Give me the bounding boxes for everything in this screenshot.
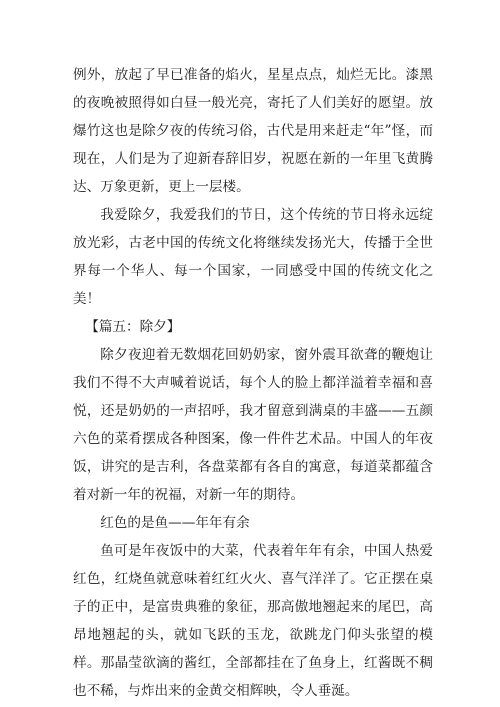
- paragraph-new-years-eve-dinner: 除夕夜迎着无数烟花回奶奶家，窗外震耳欲聋的鞭炮让我们不得不大声喊着说话，每个人的脸上都洋溢着幸福和喜悦，还是奶奶的一声招呼，我才留意到满桌的丰盛——五颜六色的菜肴摆成各种图案，像一件件艺术品。中国人的年夜饭，讲究的是吉利，各盘菜都有各自的寓意，每道菜都蕴含着对新一年的祝福，对新一年的期待。: [73, 347, 433, 503]
- dish-subheading: 红色的是鱼——年年有余: [100, 515, 250, 531]
- document-body: [73, 61, 433, 705]
- section-heading: 【篇五：除夕】: [85, 319, 181, 335]
- paragraph-love-new-years-eve: 我爱除夕，我爱我们的节日，这个传统的节日将永远绽放光彩，古老中国的传统文化将继续发扬光大，传播于全世界每一个华人、每一个国家，一同感受中国的传统文化之美！: [73, 207, 433, 307]
- paragraph-fish-dish: 鱼可是年夜饭中的大菜，代表着年年有余，中国人热爱红色，红烧鱼就意味着红红火火、喜气洋洋了。它正摆在桌子的正中，是富贵典雅的象征，那高傲地翘起来的尾巴，高昂地翘起的头，就如飞跃的玉龙，欲跳龙门仰头张望的模样。那晶莹欲滴的酱红，全部都挂在了鱼身上，红酱既不稠也不稀，与炸出来的金黄交相辉映，令人垂涎。: [73, 543, 433, 699]
- paragraph-continuation: 例外，放起了早已准备的焰火，星星点点，灿烂无比。漆黑的夜晚被照得如白昼一般光亮，寄托了人们美好的愿望。放爆竹这也是除夕夜的传统习俗，古代是用来赶走“年”怪，而现在，人们是为了迎新春辞旧岁，祝愿在新的一年里飞黄腾达、万象更新，更上一层楼。: [73, 67, 433, 195]
